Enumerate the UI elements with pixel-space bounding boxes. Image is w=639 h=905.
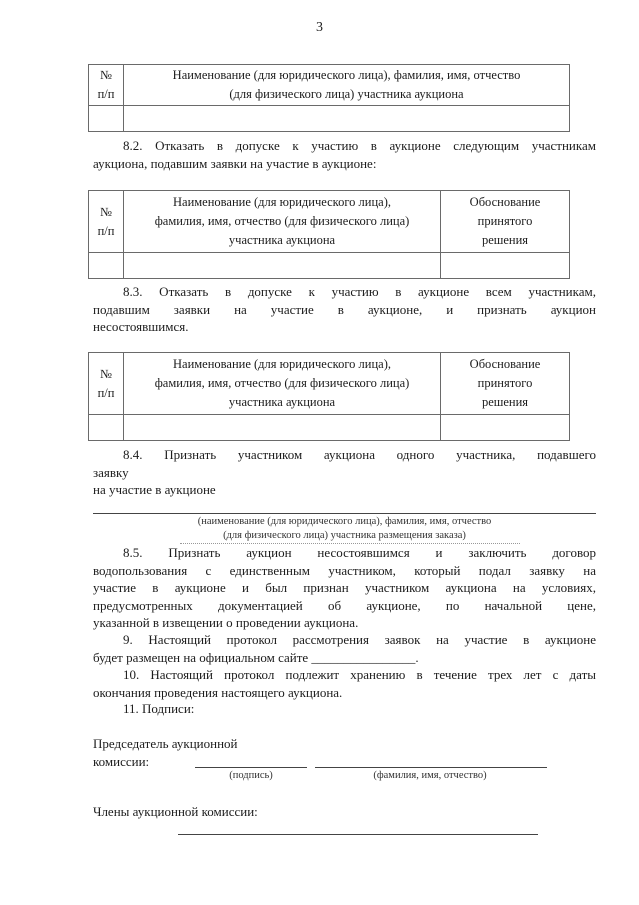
header-text: фамилия, имя, отчество (для физического лица) — [154, 376, 410, 390]
paragraph-11 — [93, 700, 596, 718]
text-line: окончания проведения настоящего аукциона. — [93, 684, 343, 700]
name-caption: (фамилия, имя, отчество) — [373, 770, 487, 781]
text-line: 9. Настоящий протокол рассмотрения заявок на участие в аукционе — [123, 632, 596, 647]
text-line: комиссии: — [93, 753, 150, 769]
text-line: 8.4. Признать участником аукциона одного участника, подавшего — [123, 447, 596, 462]
text-line: Председатель аукционной — [93, 736, 238, 751]
rejected-participants-table — [88, 190, 570, 279]
col-number-header — [89, 353, 124, 415]
table-header-row — [89, 191, 570, 253]
col-name-header — [124, 191, 441, 253]
header-text: принятого — [477, 214, 533, 228]
col-reason-header — [441, 353, 570, 415]
paragraph-9 — [93, 631, 596, 666]
paragraph-8-2 — [93, 137, 596, 172]
header-text: № — [100, 366, 112, 381]
signature-line — [195, 767, 307, 768]
header-text: № — [100, 204, 112, 219]
text-line: 8.5. Признать аукцион несостоявшимся и заключить договор — [123, 545, 596, 560]
page-number: 3 — [316, 20, 323, 35]
name-line — [315, 767, 547, 768]
header-text: Наименование (для юридического лица), — [173, 195, 391, 209]
text-line: предусмотренных документацией об аукционе, по начальной цене, — [93, 597, 596, 613]
members-label: Члены аукционной комиссии: — [93, 804, 258, 819]
col-name-header — [124, 65, 570, 106]
participants-table-2 — [88, 352, 570, 441]
header-text: Наименование (для юридического лица), — [173, 357, 391, 371]
chairman-label — [93, 735, 238, 770]
table-header-row — [89, 65, 570, 106]
text-line: 10. Настоящий протокол подлежит хранению в течение трех лет с даты — [123, 667, 596, 682]
text-line: водопользования с единственным участником, который подал заявку на — [93, 562, 596, 578]
text-line: 11. Подписи: — [123, 701, 195, 716]
header-text: (для физического лица) участника аукциона — [229, 87, 464, 101]
header-text: п/п — [97, 385, 115, 400]
participants-table — [88, 64, 570, 132]
col-number-header — [89, 191, 124, 253]
text-line: аукциона, подавшим заявки на участие в аукционе: — [93, 155, 377, 171]
text-line: подавшим заявки на участие в аукционе, и признать аукцион — [93, 301, 596, 317]
paragraph-8-4 — [93, 446, 596, 499]
header-text: п/п — [97, 223, 115, 238]
table-row — [89, 415, 570, 441]
text-line: заявку — [93, 464, 129, 480]
header-text: решения — [481, 233, 529, 247]
field-caption — [93, 515, 596, 543]
header-text: Обоснование — [469, 357, 541, 371]
table-header-row — [89, 353, 570, 415]
col-name-header — [124, 353, 441, 415]
header-text: участника аукциона — [228, 395, 336, 409]
text-line: несостоявшимся. — [93, 319, 189, 334]
header-text: Наименование (для юридического лица), фамилия, имя, отчество — [172, 68, 521, 82]
text-line: участие в аукционе и был признан участником аукциона на условиях, — [93, 580, 596, 595]
caption-text: (для физического лица) участника размещения заказа) — [223, 530, 466, 541]
table-row — [89, 106, 570, 132]
header-text: участника аукциона — [228, 233, 336, 247]
fill-in-line — [93, 513, 596, 514]
text-line: на участие в аукционе — [93, 482, 216, 497]
text-line: будет размещен на официальном сайте ________________. — [93, 649, 419, 665]
col-number-header — [89, 65, 124, 106]
col-reason-header — [441, 191, 570, 253]
signature-caption: (подпись) — [229, 770, 273, 781]
text-line: 8.2. Отказать в допуске к участию в аукционе следующим участникам — [123, 138, 596, 153]
table-row — [89, 253, 570, 279]
paragraph-8-3 — [93, 283, 596, 336]
text-line: 8.3. Отказать в допуске к участию в аукционе всем участникам, — [123, 284, 596, 299]
paragraph-8-5 — [93, 544, 596, 632]
paragraph-10 — [93, 666, 596, 701]
caption-text: (наименование (для юридического лица), фамилия, имя, отчество — [197, 516, 492, 527]
header-text: № — [100, 68, 112, 82]
members-signature-line — [178, 834, 538, 835]
header-text: принятого — [477, 376, 533, 390]
text-line: указанной в извещении о проведении аукциона. — [93, 615, 359, 630]
header-text: Обоснование — [469, 195, 541, 209]
header-text: фамилия, имя, отчество (для физического лица) — [154, 214, 410, 228]
header-text: решения — [481, 395, 529, 409]
header-text: п/п — [97, 87, 115, 101]
